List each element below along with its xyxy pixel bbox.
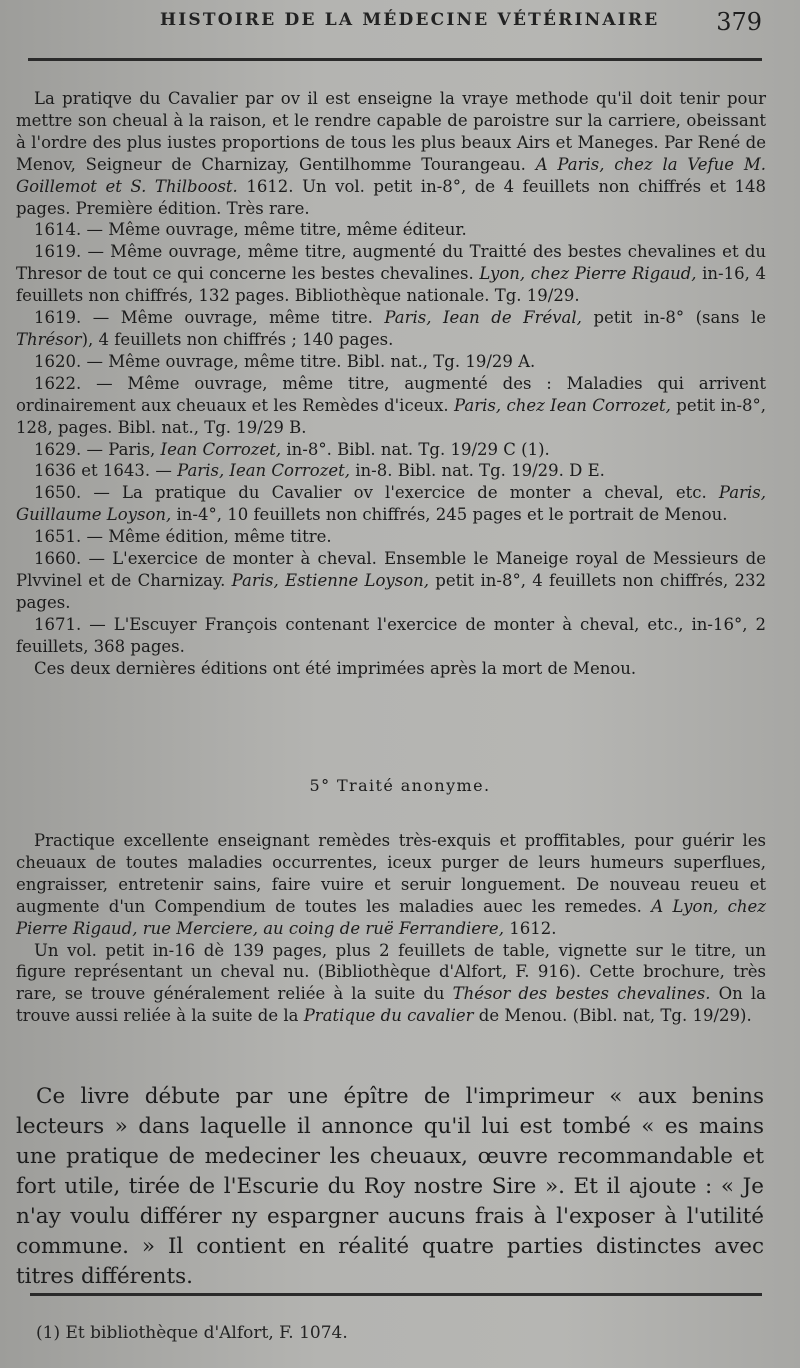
entry-1619-lyon: 1619. — Même ouvrage, même titre, augmenté du Traitté des bestes chevalines et du Thresor de tout ce qui concerne les bestes chevalines. Lyon, chez Pierre Rigaud, in-16, 4 feuillets non chiffrés, 132 pages. Bibliothèque nationale. Tg. 19/29. [16, 242, 766, 306]
entry-1660: 1660. — L'exercice de monter à cheval. Ensemble le Maneige royal de Messieurs de Plvvinel et de Charnizay. Paris, Estienne Loyson, petit in-8°, 4 feuillets non chiffrés, 232 pages. [16, 549, 766, 612]
running-title: HISTOIRE DE LA MÉDECINE VÉTÉRINAIRE [160, 10, 660, 30]
bibliography-menou [16, 88, 766, 679]
entry-1614: 1614. — Même ouvrage, même titre, même éditeur. [34, 220, 467, 240]
bibliography-anonymous [16, 830, 766, 1027]
header-rule [28, 58, 762, 61]
entry-1650: 1650. — La pratique du Cavalier ov l'exercice de monter a cheval, etc. Paris, Guillaume Loyson, in-4°, 10 feuillets non chiffrés, 245 pages et le portrait de Menou. [16, 483, 766, 525]
footnote: (1) Et bibliothèque d'Alfort, F. 1074. [36, 1323, 348, 1343]
entry-1671: 1671. — L'Escuyer François contenant l'exercice de monter à cheval, etc., in-16°, 2 feuillets, 368 pages. [16, 614, 766, 656]
entry-1622: 1622. — Même ouvrage, même titre, augmenté des : Maladies qui arrivent ordinairement aux cheuaux et les Remèdes d'iceux. Paris, chez Iean Corrozet, petit in-8°, 128, pages. Bibl. nat., Tg. 19/29 B. [16, 373, 767, 437]
footnote-rule [30, 1293, 762, 1296]
entry-1620: 1620. — Même ouvrage, même titre. Bibl. nat., Tg. 19/29 A. [34, 351, 536, 371]
entry-1619-paris: 1619. — Même ouvrage, même titre. Paris, Iean de Fréval, petit in-8° (sans le Thrésor), 4 feuillets non chiffrés ; 140 pages. [16, 308, 766, 349]
entry-practique: Practique excellente enseignant remèdes très-exquis et proffitables, pour guérir les cheuaux de toutes maladies occurrentes, iceux purger de leurs humeurs superflues, engraisser, entretenir sains, faire vuire et seruir longuement. De nouveau reueu et augmente d'un Compendium de toutes les maladies auec les remedes. A Lyon, chez Pierre Rigaud, rue Merciere, au coing de ruë Ferrandiere, 1612. [16, 831, 766, 938]
note-last-editions: Ces deux dernières éditions ont été imprimées après la mort de Menou. [34, 658, 637, 678]
entry-1612: La pratiqve du Cavalier par ov il est enseigne la vraye methode qu'il doit tenir pour mettre son cheual à la raison, et le rendre capable de paroistre sur la carriere, obeissant à l'ordre des plus iustes proportions de tous les plus beaux Airs et Maneges. Par René de Menov, Seigneur de Charnizay, Gentilhomme Tourangeau. A Paris, chez la Vefue M. Goillemot et S. Thilboost. 1612. Un vol. petit in-8°, de 4 feuillets non chiffrés et 148 pages. Première édition. Très rare. [16, 89, 766, 218]
entry-1651: 1651. — Même édition, même titre. [34, 527, 332, 547]
section-title: 5° Traité anonyme. [309, 776, 491, 795]
page-header [0, 6, 800, 46]
entry-description: Un vol. petit in-16 dè 139 pages, plus 2 feuillets de table, vignette sur le titre, un figure représentant un cheval nu. (Bibliothèque d'Alfort, F. 916). Cette brochure, très rare, se trouve généralement reliée à la suite du Thésor des bestes chevalines. On la trouve aussi reliée à la suite de la Pratique du cavalier de Menou. (Bibl. nat, Tg. 19/29). [16, 940, 766, 1026]
entry-1629: 1629. — Paris, Iean Corrozet, in-8°. Bibl. nat. Tg. 19/29 C (1). [34, 439, 550, 459]
entry-1636-1643: 1636 et 1643. — Paris, Iean Corrozet, in-8. Bibl. nat. Tg. 19/29. D E. [34, 461, 605, 481]
body-paragraph: Ce livre débute par une épître de l'imprimeur « aux benins lecteurs » dans laquelle il annonce qu'il lui est tombé « es mains une pratique de medeciner les cheuaux, œuvre recommandable et fort utile, tirée de l'Escurie du Roy nostre Sire ». Et il ajoute : « Je n'ay voulu différer ny espargner aucuns frais à l'exposer à l'utilité commune. » Il contient en réalité quatre parties distinctes avec titres différents. [16, 1084, 764, 1289]
body-text [16, 1082, 764, 1292]
page-number: 379 [716, 8, 762, 36]
